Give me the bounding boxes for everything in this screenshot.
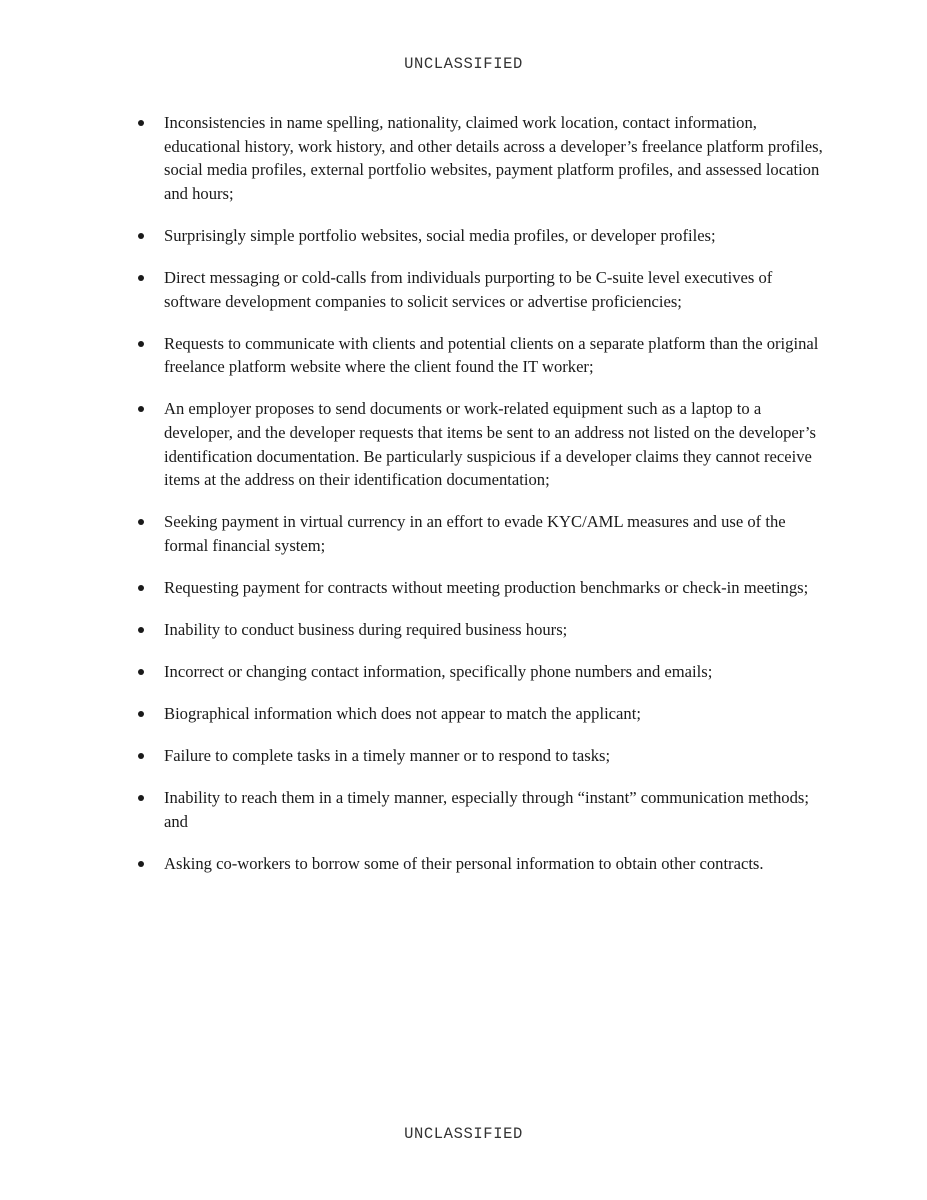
list-item-text: An employer proposes to send documents or work-related equipment such as a laptop to a developer, and the developer requests that items be sent to an address not listed on the developer’s identification documentation. Be particularly suspicious if a developer claims they cannot receive items at the address on their identification documentation; bbox=[164, 399, 816, 490]
bullet-icon bbox=[138, 585, 144, 591]
list-item bbox=[138, 576, 828, 600]
list-item-text: Inability to conduct business during required business hours; bbox=[164, 620, 568, 639]
bullet-icon bbox=[138, 233, 144, 239]
bullet-icon bbox=[138, 406, 144, 412]
list-item-text: Biographical information which does not appear to match the applicant; bbox=[164, 704, 641, 724]
bullet-icon bbox=[138, 275, 144, 281]
list-item bbox=[138, 397, 828, 491]
list-item-text: Inconsistencies in name spelling, nationality, claimed work location, contact information, educational history, work history, and other details across a developer’s freelance platform profiles, social media profiles, external portfolio websites, payment platform profiles, and assessed location and hours; bbox=[164, 113, 823, 203]
bullet-icon bbox=[138, 795, 144, 801]
list-item bbox=[138, 266, 828, 313]
list-item bbox=[138, 332, 828, 379]
list-item bbox=[138, 618, 828, 642]
bullet-icon bbox=[138, 519, 144, 525]
list-item-text: Requesting payment for contracts without meeting production benchmarks or check-in meetings; bbox=[164, 577, 809, 597]
list-item bbox=[138, 111, 828, 205]
list-item-text: Surprisingly simple portfolio websites, social media profiles, or developer profiles; bbox=[164, 225, 716, 245]
list-item bbox=[138, 702, 828, 726]
bullet-icon bbox=[138, 861, 144, 867]
list-item-text: Inability to reach them in a timely manner, especially through “instant” communication methods; and bbox=[164, 788, 809, 831]
bullet-icon bbox=[138, 120, 144, 126]
bullet-icon bbox=[138, 341, 144, 347]
bullet-icon bbox=[138, 627, 144, 633]
list-item bbox=[138, 852, 828, 876]
classification-marking-header: UNCLASSIFIED bbox=[404, 55, 523, 73]
list-item bbox=[138, 744, 828, 768]
list-item-text: Incorrect or changing contact information, specifically phone numbers and emails; bbox=[164, 662, 713, 682]
list-item-text: Seeking payment in virtual currency in an effort to evade KYC/AML measures and use of the formal financial system; bbox=[164, 512, 786, 555]
document-body bbox=[138, 111, 828, 894]
list-item-text: Direct messaging or cold-calls from individuals purporting to be C-suite level executives of software development companies to solicit services or advertise proficiencies; bbox=[164, 267, 773, 311]
bullet-icon bbox=[138, 669, 144, 675]
list-item-text: Asking co-workers to borrow some of their personal information to obtain other contracts. bbox=[164, 854, 764, 874]
classification-marking-footer: UNCLASSIFIED bbox=[404, 1125, 523, 1143]
indicator-list bbox=[138, 111, 828, 876]
list-item bbox=[138, 660, 828, 684]
bullet-icon bbox=[138, 711, 144, 717]
list-item-text: Failure to complete tasks in a timely manner or to respond to tasks; bbox=[164, 746, 611, 766]
list-item bbox=[138, 786, 828, 833]
list-item bbox=[138, 510, 828, 557]
bullet-icon bbox=[138, 753, 144, 759]
list-item bbox=[138, 224, 828, 248]
list-item-text: Requests to communicate with clients and potential clients on a separate platform than the original freelance platform website where the client found the IT worker; bbox=[164, 333, 819, 377]
